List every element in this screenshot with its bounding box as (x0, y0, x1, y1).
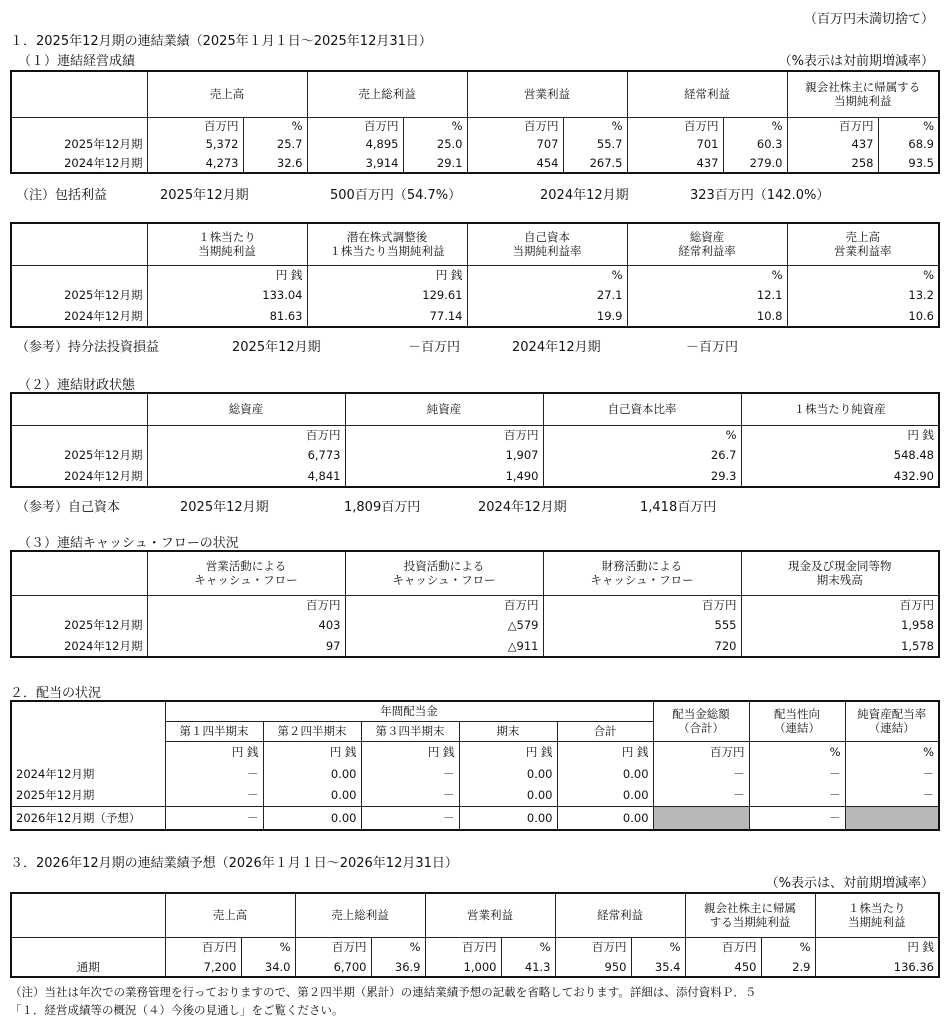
value-cell: 0.00 (263, 763, 361, 784)
unit-cell: 円 銭 (165, 741, 263, 763)
row-label: 通期 (11, 957, 165, 977)
per-share-header: １株当たり 当期純利益 (147, 223, 307, 265)
unit-cell: 円 銭 (741, 425, 939, 445)
value-cell: 5,372 (147, 135, 243, 153)
results-subtitle: （１）連結経営成績 (18, 54, 136, 69)
unit-cell: % (467, 265, 627, 285)
quarter-header: 合計 (557, 721, 653, 741)
pct-note: （%表示は対前期増減率） (778, 54, 934, 69)
unit-cell: 百万円 (425, 937, 501, 957)
row-label: 2026年12月期（予想） (11, 806, 165, 830)
unit-cell: 百万円 (741, 595, 939, 615)
financial-position-table (10, 392, 940, 488)
value-cell: － (845, 763, 939, 784)
results-header: 親会社株主に帰属する 当期純利益 (787, 71, 939, 117)
value-cell: 68.9 (878, 135, 939, 153)
shaded-cell (653, 806, 749, 830)
forecast-header: 親会社株主に帰属 する当期純利益 (685, 893, 815, 937)
table-row (11, 784, 939, 806)
comprehensive-income-label: （注）包括利益 (16, 188, 108, 203)
value-cell: 707 (467, 135, 563, 153)
value-cell: 454 (467, 153, 563, 173)
per-share-table (10, 222, 940, 328)
value-cell: 450 (685, 957, 761, 977)
period-label: 2024年12月期 (478, 500, 567, 515)
value-cell: 34.0 (241, 957, 295, 977)
value-cell: 81.63 (147, 305, 307, 327)
unit-cell: % (749, 741, 845, 763)
value-cell: 35.4 (631, 957, 685, 977)
unit-cell: % (627, 265, 787, 285)
unit-cell: 円 銭 (557, 741, 653, 763)
value-cell: 3,914 (307, 153, 403, 173)
value-cell: 720 (543, 635, 741, 657)
row-label: 2025年12月期 (11, 135, 147, 153)
forecast-footnote: 「１．経営成績等の概況（４）今後の見通し」をご覧ください。 (10, 1003, 344, 1017)
table-row (11, 445, 939, 465)
value-cell: － (653, 784, 749, 806)
value-cell: 36.9 (371, 957, 425, 977)
value-cell: 32.6 (243, 153, 307, 173)
value-cell: 27.1 (467, 285, 627, 305)
value-cell: 25.0 (403, 135, 467, 153)
value-cell: 6,700 (295, 957, 371, 977)
unit-cell: 百万円 (165, 937, 241, 957)
forecast-header: 経常利益 (555, 893, 685, 937)
period-label: 2025年12月期 (160, 188, 249, 203)
value-cell: 93.5 (878, 153, 939, 173)
period-label: 2024年12月期 (540, 188, 629, 203)
value-cell: 555 (543, 615, 741, 635)
financial-position-title: （２）連結財政状態 (18, 378, 136, 393)
value-cell: － (165, 784, 263, 806)
value-cell: 1,578 (741, 635, 939, 657)
fp-header: １株当たり純資産 (741, 393, 939, 425)
value-cell: 1,907 (345, 445, 543, 465)
quarter-header: 第１四半期末 (165, 721, 263, 741)
results-header: 売上高 (147, 71, 307, 117)
unit-cell: 円 銭 (361, 741, 459, 763)
unit-cell: 百万円 (467, 117, 563, 135)
cf-header: 現金及び現金同等物 期末残高 (741, 551, 939, 595)
value-cell: 97 (147, 635, 345, 657)
value-cell: － (361, 784, 459, 806)
fp-header: 純資産 (345, 393, 543, 425)
unit-cell: 百万円 (345, 425, 543, 445)
table-row (11, 615, 939, 635)
period-label: 2024年12月期 (512, 340, 601, 355)
unit-cell: 百万円 (685, 937, 761, 957)
value-cell: 136.36 (815, 957, 939, 977)
cf-header: 投資活動による キャッシュ・フロー (345, 551, 543, 595)
unit-cell: 百万円 (295, 937, 371, 957)
value-cell: 13.2 (787, 285, 939, 305)
value-cell: 29.3 (543, 465, 741, 487)
period-label: 2025年12月期 (180, 500, 269, 515)
annual-dividend-header: 年間配当金 (165, 701, 653, 721)
value-cell: 0.00 (557, 763, 653, 784)
value-cell: 701 (627, 135, 723, 153)
value-cell: △911 (345, 635, 543, 657)
table-row (11, 465, 939, 487)
forecast-header: １株当たり 当期純利益 (815, 893, 939, 937)
value-cell: 432.90 (741, 465, 939, 487)
forecast-title: ３．2026年12月期の連結業績予想（2026年１月１日～2026年12月31日） (10, 856, 458, 871)
value-cell: 60.3 (723, 135, 787, 153)
value-cell: 26.7 (543, 445, 741, 465)
value-cell: 279.0 (723, 153, 787, 173)
unit-cell: 円 銭 (147, 265, 307, 285)
unit-cell: 百万円 (543, 595, 741, 615)
table-row (11, 763, 939, 784)
value-cell: 437 (787, 135, 878, 153)
forecast-row (11, 806, 939, 830)
per-share-header: 売上高 営業利益率 (787, 223, 939, 265)
quarter-header: 期末 (459, 721, 557, 741)
value-cell: 548.48 (741, 445, 939, 465)
row-label: 2025年12月期 (11, 615, 147, 635)
quarter-header: 第３四半期末 (361, 721, 459, 741)
value-cell: 0.00 (557, 784, 653, 806)
value-cell: － (165, 806, 263, 830)
total-dividend-header: 配当金総額 （合計） (653, 701, 749, 741)
row-label: 2024年12月期 (11, 305, 147, 327)
table-row (11, 305, 939, 327)
value-cell: 41.3 (501, 957, 555, 977)
unit-cell: 百万円 (147, 117, 243, 135)
dividends-title: ２．配当の状況 (10, 686, 102, 701)
unit-cell: 百万円 (653, 741, 749, 763)
unit-cell: 円 銭 (815, 937, 939, 957)
equity-label: （参考）自己資本 (16, 500, 121, 515)
value-cell: 4,273 (147, 153, 243, 173)
value-cell: 0.00 (459, 763, 557, 784)
row-label: 2025年12月期 (11, 285, 147, 305)
value-cell: 0.00 (557, 806, 653, 830)
shaded-cell (845, 806, 939, 830)
value-cell: 950 (555, 957, 631, 977)
value-cell: 129.61 (307, 285, 467, 305)
value-cell: 0.00 (263, 784, 361, 806)
unit-cell: 百万円 (787, 117, 878, 135)
forecast-pct-note: （%表示は、対前期増減率） (765, 876, 934, 891)
value-cell: 133.04 (147, 285, 307, 305)
note-value: 323百万円（142.0%） (690, 188, 830, 203)
unit-cell: 百万円 (555, 937, 631, 957)
row-label: 2025年12月期 (11, 445, 147, 465)
value-cell: 0.00 (459, 784, 557, 806)
value-cell: 1,958 (741, 615, 939, 635)
value-cell: 403 (147, 615, 345, 635)
value-cell: － (361, 806, 459, 830)
fp-header: 総資産 (147, 393, 345, 425)
value-cell: 267.5 (563, 153, 627, 173)
value-cell: 437 (627, 153, 723, 173)
note-value: 1,809百万円 (344, 500, 421, 515)
value-cell: 55.7 (563, 135, 627, 153)
value-cell: 258 (787, 153, 878, 173)
cf-header: 財務活動による キャッシュ・フロー (543, 551, 741, 595)
forecast-table (10, 892, 940, 978)
unit-cell: % (403, 117, 467, 135)
unit-cell: % (845, 741, 939, 763)
value-cell: 25.7 (243, 135, 307, 153)
unit-cell: 円 銭 (459, 741, 557, 763)
unit-cell: % (761, 937, 815, 957)
row-label: 2024年12月期 (11, 763, 165, 784)
results-header: 売上総利益 (307, 71, 467, 117)
note-value: －百万円 (408, 340, 461, 355)
unit-cell: 百万円 (147, 595, 345, 615)
per-share-header: 自己資本 当期純利益率 (467, 223, 627, 265)
results-header: 経常利益 (627, 71, 787, 117)
value-cell: 4,895 (307, 135, 403, 153)
value-cell: － (749, 763, 845, 784)
forecast-footnote: （注）当社は年次での業務管理を行っておりますので、第２四半期（累計）の連結業績予想の記載を省略しております。詳細は、添付資料Ｐ．５ (10, 985, 757, 999)
payout-ratio-header: 配当性向 （連結） (749, 701, 845, 741)
row-label: 2024年12月期 (11, 153, 147, 173)
per-share-header: 潜在株式調整後 １株当たり当期純利益 (307, 223, 467, 265)
period-label: 2025年12月期 (232, 340, 321, 355)
value-cell: － (165, 763, 263, 784)
value-cell: － (653, 763, 749, 784)
unit-note: （百万円未満切捨て） (803, 12, 934, 27)
value-cell: 10.8 (627, 305, 787, 327)
cash-flow-title: （３）連結キャッシュ・フローの状況 (18, 536, 239, 551)
unit-cell: % (563, 117, 627, 135)
unit-cell: % (371, 937, 425, 957)
note-value: 1,418百万円 (640, 500, 717, 515)
note-value: 500百万円（54.7%） (330, 188, 462, 203)
forecast-header: 売上高 (165, 893, 295, 937)
value-cell: 7,200 (165, 957, 241, 977)
section1-title: １．2025年12月期の連結業績（2025年１月１日～2025年12月31日） (10, 34, 432, 49)
unit-cell: 円 銭 (263, 741, 361, 763)
row-label: 2024年12月期 (11, 635, 147, 657)
value-cell: △579 (345, 615, 543, 635)
unit-cell: % (631, 937, 685, 957)
unit-cell: % (723, 117, 787, 135)
table-row (11, 153, 939, 173)
cash-flow-table (10, 550, 940, 658)
value-cell: 10.6 (787, 305, 939, 327)
value-cell: 6,773 (147, 445, 345, 465)
note-value: －百万円 (686, 340, 739, 355)
table-row (11, 135, 939, 153)
value-cell: 77.14 (307, 305, 467, 327)
unit-cell: % (241, 937, 295, 957)
row-label: 2025年12月期 (11, 784, 165, 806)
quarter-header: 第２四半期末 (263, 721, 361, 741)
value-cell: 0.00 (263, 806, 361, 830)
row-label: 2024年12月期 (11, 465, 147, 487)
value-cell: 12.1 (627, 285, 787, 305)
dividends-table (10, 700, 940, 831)
forecast-header: 売上総利益 (295, 893, 425, 937)
value-cell: 4,841 (147, 465, 345, 487)
table-row (11, 285, 939, 305)
unit-cell: 百万円 (627, 117, 723, 135)
value-cell: － (361, 763, 459, 784)
dividend-net-assets-header: 純資産配当率 （連結） (845, 701, 939, 741)
table-row (11, 635, 939, 657)
value-cell: － (749, 806, 845, 830)
value-cell: 19.9 (467, 305, 627, 327)
value-cell: 0.00 (459, 806, 557, 830)
value-cell: 2.9 (761, 957, 815, 977)
value-cell: 1,000 (425, 957, 501, 977)
value-cell: 1,490 (345, 465, 543, 487)
unit-cell: 百万円 (147, 425, 345, 445)
cf-header: 営業活動による キャッシュ・フロー (147, 551, 345, 595)
results-corner (11, 71, 147, 117)
unit-cell: % (501, 937, 555, 957)
unit-cell: % (543, 425, 741, 445)
equity-method-label: （参考）持分法投資損益 (16, 340, 160, 355)
unit-cell: % (787, 265, 939, 285)
forecast-header: 営業利益 (425, 893, 555, 937)
unit-cell: 百万円 (345, 595, 543, 615)
fp-header: 自己資本比率 (543, 393, 741, 425)
value-cell: － (845, 784, 939, 806)
unit-cell: % (878, 117, 939, 135)
table-row (11, 957, 939, 977)
value-cell: 29.1 (403, 153, 467, 173)
results-table (10, 70, 940, 174)
results-header: 営業利益 (467, 71, 627, 117)
value-cell: － (749, 784, 845, 806)
unit-cell: 百万円 (307, 117, 403, 135)
unit-cell: % (243, 117, 307, 135)
unit-cell: 円 銭 (307, 265, 467, 285)
per-share-header: 総資産 経常利益率 (627, 223, 787, 265)
